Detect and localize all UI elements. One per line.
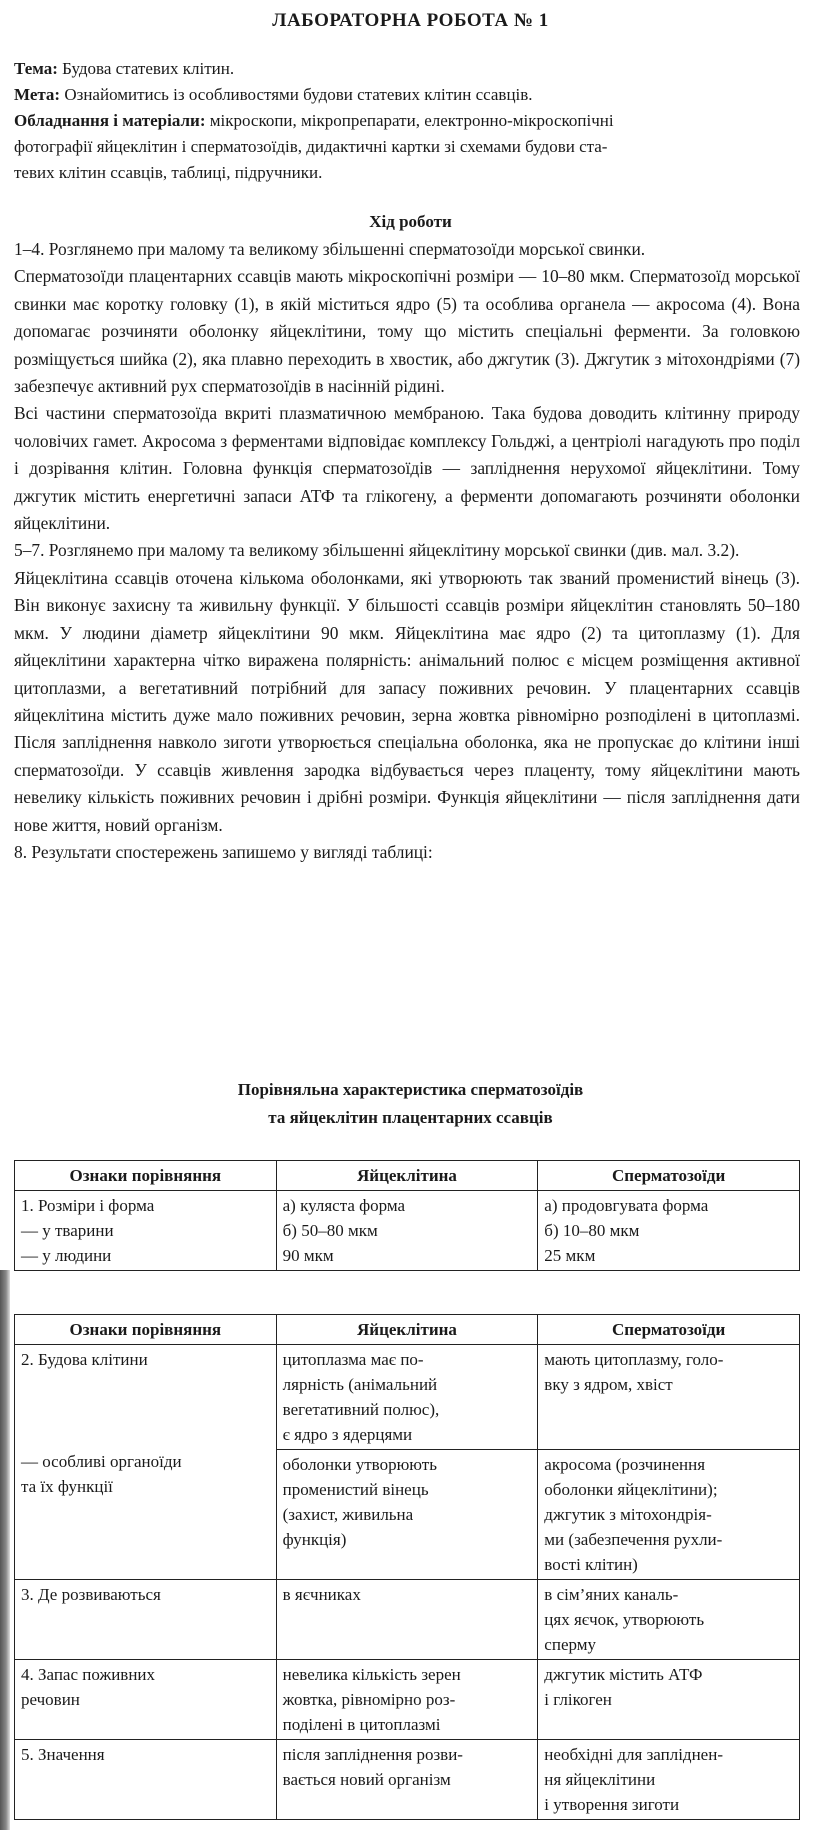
equipment-text-2: фотографії яйцеклітин і сперматозоїдів, дидактичні картки зі схемами будови ста- <box>14 137 608 156</box>
procedure-body <box>14 236 800 866</box>
cell-line: після запліднення розви- <box>282 1745 463 1764</box>
page-title: ЛАБОРАТОРНА РОБОТА № 1 <box>272 10 549 31</box>
cell-line: 25 мкм <box>544 1246 596 1265</box>
cell-line: акросома (розчинення <box>544 1455 706 1474</box>
table-row <box>15 1580 800 1660</box>
cell-line: (захист, живильна <box>282 1505 414 1524</box>
comparison-table-1 <box>14 1160 800 1271</box>
table-cell <box>538 1450 800 1580</box>
cell-line: 2. Будова клітини <box>21 1350 148 1369</box>
header-sperm: Сперматозоїди <box>538 1161 800 1191</box>
cell-line: а) продовгувата форма <box>544 1196 709 1215</box>
comparison-table-2 <box>14 1314 800 1820</box>
table-row <box>15 1345 800 1450</box>
cell-line: функція) <box>282 1530 347 1549</box>
goal-line <box>14 82 804 108</box>
cell-line: оболонки утворюють <box>282 1455 437 1474</box>
table-cell <box>276 1450 538 1580</box>
cell-line: і глікоген <box>544 1690 612 1709</box>
sub-feature <box>21 1449 182 1499</box>
paragraph: Всі частини сперматозоїда вкриті плазматичною мембраною. Така будова доводить клітинну природу чоловічих гамет. Акросома з ферментами відповідає комплексу Гольджі, а центріолі нагадують про поділ і дозрівання клітин. Головна функція сперматозоїдів — запліднення нерухомої яйцеклітини. Тому джгутик містить енергетичні запаси АТФ та глікогену, а ферменти допомагають розчиняти оболонки яйцеклітини. <box>14 403 800 534</box>
cell-line: вку з ядром, хвіст <box>544 1375 673 1394</box>
paragraph: Сперматозоїди плацентарних ссавців мають мікроскопічні розміри — 10–80 мкм. Сперматозоїд морської свинки має коротку головку (1), в якій міститься ядро (5) та особлива органела — акросома (4). Вона допомагає розчиняти оболонку яйцеклітини, тому що містить спеціальні ферменти. За головкою розміщується шийка (2), яка плавно переходить в хвостик, або джгутик (3). Джгутик з мітохондріями (7) забезпечує активний рух сперматозоїдів в насінній рідині. <box>14 266 800 397</box>
paragraph: 8. Результати спостережень запишемо у вигляді таблиці: <box>14 841 433 862</box>
cell-line: джгутик містить АТФ <box>544 1665 703 1684</box>
table-row <box>15 1660 800 1740</box>
table-cell <box>276 1660 538 1740</box>
table-cell <box>538 1740 800 1820</box>
cell-line: 4. Запас поживних <box>21 1665 156 1684</box>
procedure-title: Хід роботи <box>369 212 452 231</box>
cell-line: лярність (анімальний <box>282 1375 438 1394</box>
cell-line: вегетативний полюс), <box>282 1400 440 1419</box>
header-sperm: Сперматозоїди <box>538 1315 800 1345</box>
table-cell <box>276 1740 538 1820</box>
cell-line: поділені в цитоплазмі <box>282 1715 441 1734</box>
table-cell <box>15 1191 277 1271</box>
equipment-text-1: мікроскопи, мікропрепарати, електронно-мікроскопічні <box>205 111 614 130</box>
table-title-line-2: та яйцеклітин плацентарних ссавців <box>268 1108 553 1127</box>
cell-line: оболонки яйцеклітини); <box>544 1480 718 1499</box>
equipment-label: Обладнання і матеріали: <box>14 111 206 130</box>
paragraph: 1–4. Розглянемо при малому та великому збільшенні сперматозоїди морської свинки. <box>14 239 646 259</box>
scan-edge-shadow <box>0 1270 10 1830</box>
cell-line: є ядро з ядерцями <box>282 1425 413 1444</box>
cell-line: сперму <box>544 1635 596 1654</box>
cell-line: променистий вінець <box>282 1480 429 1499</box>
cell-line: мають цитоплазму, голо- <box>544 1350 724 1369</box>
table-cell <box>276 1345 538 1450</box>
table-title-line-1: Порівняльна характеристика сперматозоїдів <box>237 1080 584 1099</box>
table-cell <box>276 1191 538 1271</box>
topic-line <box>14 56 804 82</box>
cell-line: 1. Розміри і форма <box>21 1196 155 1215</box>
paragraph: Яйцеклітина ссавців оточена кількома оболонками, які утворюють так званий променистий вінець (3). Він виконує захисну та живильну функції. У більшості ссавців розміри яйцеклітин становлять 50–180 мкм. У людини діаметр яйцеклітини 90 мкм. Яйцеклітина має ядро (2) та цитоплазму (1). Для яйцеклітини характерна чітко виражена полярність: анімальний полюс є місцем розміщення активної цитоплазми, а вегетативний потрібний для запасу поживних речовин. У плацентарних ссавців яйцеклітина містить дуже мало поживних речовин, зерна жовтка рівномірно розподілені в цитоплазмі. Після запліднення навколо зиготи утворюється спеціальна оболонка, яка не пропускає до клітини інші сперматозоїди. У ссавців живлення зародка відбувається через плаценту, тому яйцеклітини мають невелику кількість поживних речовин і дрібні розміри. Функція яйцеклітини — після запліднення дати нове життя, новий організм. <box>14 567 800 835</box>
cell-line: цях яєчок, утворюють <box>544 1610 705 1629</box>
goal-label: Мета: <box>14 85 61 104</box>
table-cell <box>15 1660 277 1740</box>
cell-line: — у тварини <box>21 1221 114 1240</box>
cell-line: в яєчниках <box>282 1585 361 1604</box>
cell-line: б) 10–80 мкм <box>544 1221 640 1240</box>
cell-line: та їх функції <box>21 1477 113 1496</box>
table-cell <box>276 1580 538 1660</box>
table-cell <box>538 1345 800 1450</box>
paragraph: 5–7. Розглянемо при малому та великому збільшенні яйцеклітину морської свинки (див. мал. 3.2). <box>14 540 740 561</box>
table-cell <box>15 1345 277 1580</box>
equipment-text-3: тевих клітин ссавців, таблиці, підручники. <box>14 163 323 182</box>
table-row <box>15 1191 800 1271</box>
cell-line: вається новий організм <box>282 1770 451 1789</box>
table-header-row <box>15 1161 800 1191</box>
cell-line: цитоплазма має по- <box>282 1350 424 1369</box>
table-cell <box>538 1191 800 1271</box>
header-egg: Яйцеклітина <box>276 1161 538 1191</box>
table-cell <box>538 1580 800 1660</box>
header-feature: Ознаки порівняння <box>15 1161 277 1191</box>
header-feature: Ознаки порівняння <box>15 1315 277 1345</box>
cell-line: б) 50–80 мкм <box>282 1221 378 1240</box>
cell-line: в сім’яних каналь- <box>544 1585 679 1604</box>
equipment-block <box>14 108 804 186</box>
cell-line: а) куляста форма <box>282 1196 406 1215</box>
topic-text: Будова статевих клітин. <box>57 59 235 78</box>
cell-line: вості клітин) <box>544 1555 638 1574</box>
table-cell <box>15 1580 277 1660</box>
cell-line: жовтка, рівномірно роз- <box>282 1690 456 1709</box>
cell-line: і утворення зиготи <box>544 1795 680 1814</box>
topic-label: Тема: <box>14 59 58 78</box>
cell-line: ня яйцеклітини <box>544 1770 656 1789</box>
cell-line: необхідні для запліднен- <box>544 1745 723 1764</box>
cell-line: ми (забезпечення рухли- <box>544 1530 723 1549</box>
cell-line: невелика кількість зерен <box>282 1665 461 1684</box>
cell-line: 90 мкм <box>282 1246 334 1265</box>
table-cell <box>15 1740 277 1820</box>
cell-line: — особливі органоїди <box>21 1452 182 1471</box>
cell-line: — у людини <box>21 1246 112 1265</box>
goal-text: Ознайомитись із особливостями будови статевих клітин ссавців. <box>60 85 533 104</box>
cell-line: джгутик з мітохондрія- <box>544 1505 712 1524</box>
cell-line: речовин <box>21 1690 80 1709</box>
cell-line: 3. Де розвиваються <box>21 1585 161 1604</box>
table-row <box>15 1740 800 1820</box>
table-header-row <box>15 1315 800 1345</box>
table-cell <box>538 1660 800 1740</box>
table-title <box>0 1076 821 1132</box>
cell-line: 5. Значення <box>21 1745 105 1764</box>
header-egg: Яйцеклітина <box>276 1315 538 1345</box>
